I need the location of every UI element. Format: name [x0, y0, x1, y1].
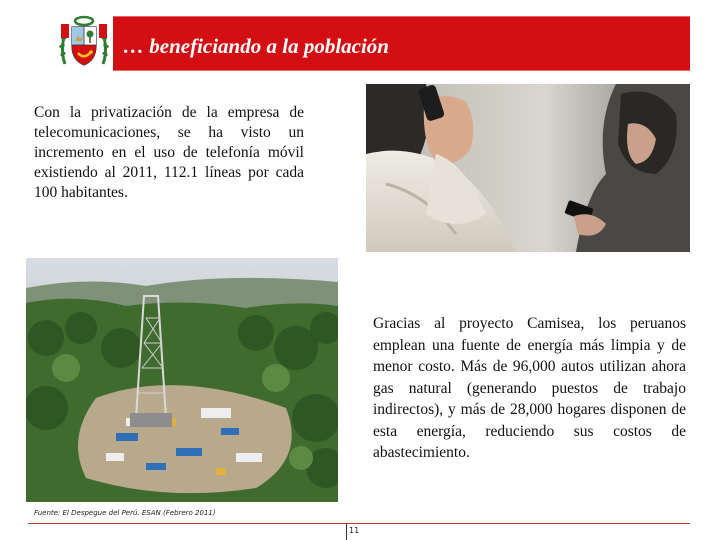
slide-title: … beneficiando a la población	[123, 34, 389, 58]
mobile-phone-users-photo	[366, 84, 690, 252]
title-bar	[113, 16, 690, 71]
page-number: 11	[349, 526, 360, 535]
telecom-paragraph: Con la privatización de la empresa de telecomunicaciones, se ha visto un incremento en el uso de telefonía móvil existiendo al 2011, 112.1 líneas por cada 100 habitantes.	[34, 104, 304, 201]
source-citation: Fuente: El Despegue del Perú. ESAN (Febrero 2011)	[34, 509, 216, 517]
peru-coat-of-arms-icon	[55, 14, 113, 72]
camisea-paragraph: Gracias al proyecto Camisea, los peruanos emplean una fuente de energía más limpia y de menor costo. Más de 96,000 autos utilizan ahora gas natural (generando puestos de trabajo indirectos), y más de 28,000 hogares disponen de esta energía, reduciendo sus costos de abastecimiento.	[373, 315, 686, 461]
camisea-gas-site-photo	[26, 258, 338, 502]
